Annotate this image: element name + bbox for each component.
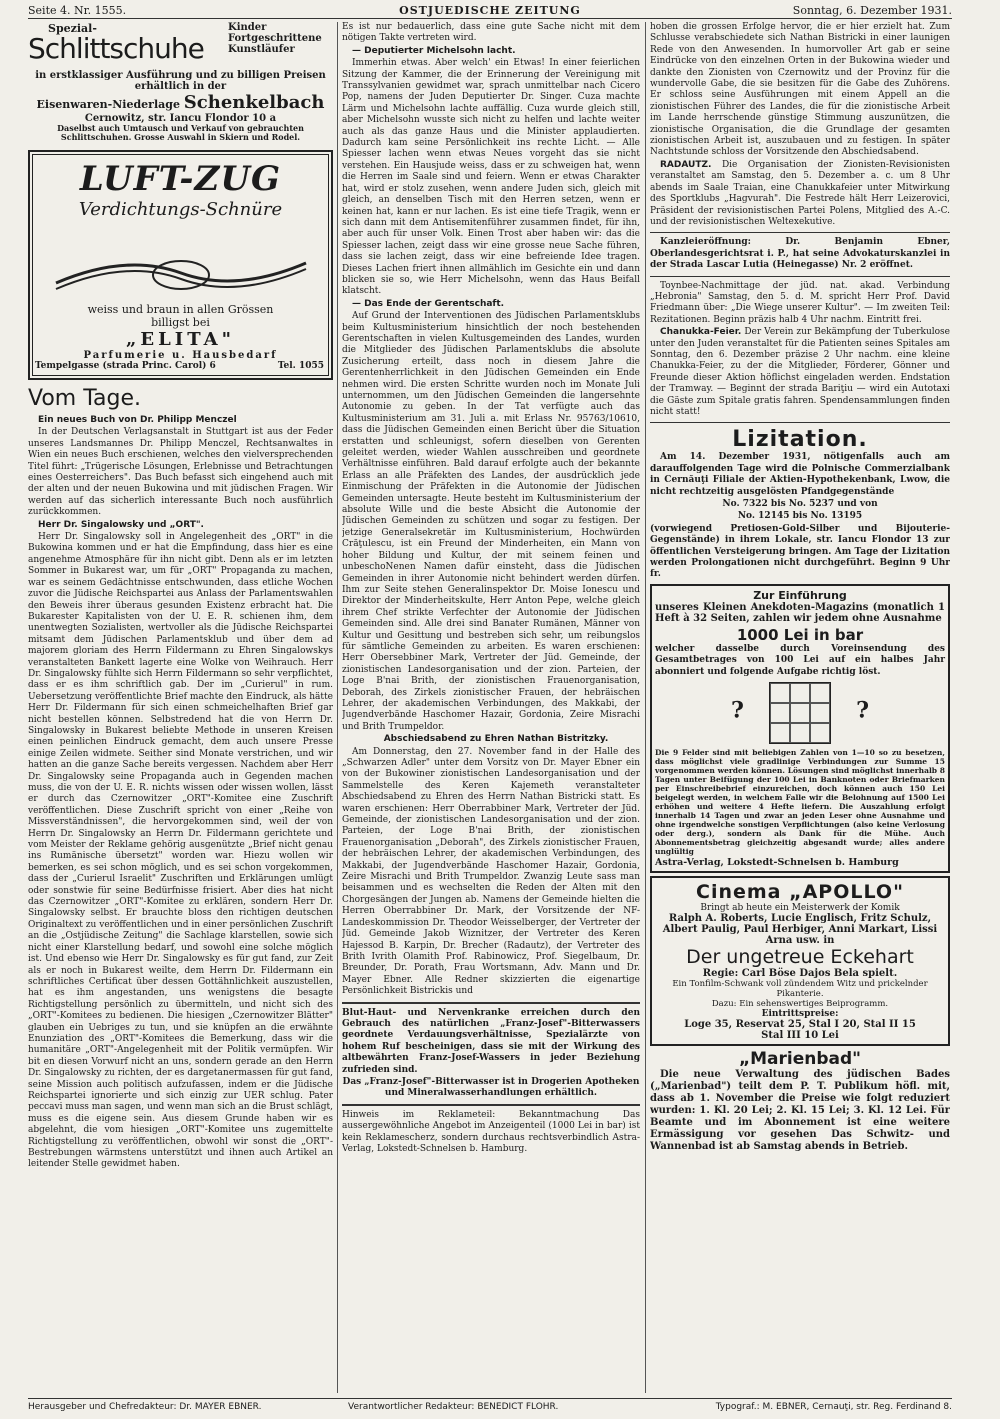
ad-text: No. 12145 bis No. 13195 (737, 511, 863, 522)
article-body: Der Verein zur Bekämpfung der Tuberkulose unter den Juden veranstaltet für die Patienten seines Spitales am Sonntag, den 6. Dezember präzise 2 Uhr nachm. eine kleine Chanukka-Feier, zu der die Mitglieder, Förderer, Gönner und Freunde dieser Aktion höflichst eingeladen werden. Endstation der Tramway. — Beginnt der strada Bariţiu — wird ein Autotaxi die Gäste zum Spitale gratis fahren. Spendensammlungen finden nicht statt! (650, 327, 950, 417)
article-body: Am Donnerstag, den 27. November fand in der Halle des „Schwarzen Adler" unter dem Vorsitz von Dr. Mayer Ebner ein von der Bukowiner zionistischen Landesorganisation und der Sammelstelle des Keren Kajemeth veranstalteter Abschiedsabend zu Ehren des Herrn Nathan Bistricki statt. Es waren erschienen: Herr Oberrabbiner Mark, Vertreter der Jüd. Gemeinde, der zionistischen Landesorganisation und der zion. Parteien, der Loge B'nai Brith, der zionistischen Frauenorganisation „Deborah", des Zirkels zionistischer Frauen, der hebräischen Lehrer, der akademischen Verbindungen, des Makkabi, der Jugendverbände Haschomer Hazair, Gordonia, Zeire Misrachi und Brith Trumpeldor. Zwanzig Leute sass man beisammen und es wechselten die Reden der Alten mit den Chorgesängen der Jungen ab. Namens der Gemeinde hielten die Herren Oberrabbiner Dr. Mark, der Vorsitzende der NF-Landeskommission Dr. Theodor Weisselberger, der Vertreter der Jüd. Gemeinde Jakob Wiznitzer, der Vertreter des Keren Hajessod B. Karpin, Dr. Brecher (Radautz), der Vertreter des Brith Ivrith Olamith Prof. Rabinowicz, Prof. Siegelbaum, Dr. Breunder, Dr. Porath, Frau Wortsmann, Adv. Mann und Dr. Mayer Ebner. Alle Redner skizzierten die eigenartige Persönlichkeit Bistrickis und (342, 746, 640, 997)
ad-line: erhältlich in der (134, 81, 227, 92)
ad-text: Eintrittspreise: (761, 1008, 839, 1019)
ad-text: Die neue Verwaltung des jüdischen Bades („Marienbad") teilt dem P. T. Publikum höfl. mit, dass ab 1. November die Preise wie folgt reduziert wurden: 1. Kl. 20 Lei; 2. Kl. 15 Lei; 3. Kl. 12 Lei. Für Beamte und im Abonnement ist eine weitere Ermässigung vor gesehen Das Schwitz- und Wannenbad ist ab Samstag abends in Betrieb. (650, 1068, 950, 1152)
article-body: Herr Dr. Singalowsky soll in Angelegenheit des „ORT" in die Bukowina kommen und er hat die Empfindung, dass hier es eine angenehme Atmosphäre für ihn nicht gibt. Denn als er im letzten Sommer in Bukarest war, um für „ORT" Propaganda zu machen, war es seinem Gedächtnisse entschwunden, dass etliche Wochen zuvor die Jüdische Reichspartei aus Anlass der Parlamentswahlen den Beweis ihrer überaus gesunden Existenz erbracht hat. Die Bukarester Kapitalisten von der U. E. R. schienen ihm, dem unentwegten Sozialisten, wertvoller als die Jüdische Reichspartei mitsamt dem Jüdischen Parlamentsklub und über dem ad majorem gloriam des Herrn Fildermann zu Ehren Singalowskys veranstalteten Bankett lagerte eine Wolke von Weihrauch. Herr Dr. Singalowsky fühlte sich Herrn Fildermann so sehr verpflichtet, dass er es ihm schriftlich gab. Der im „Curierul" in rum. Uebersetzung veröffentlichte Brief machte den Eindruck, als hätte Herr Dr. Fildermann für sich einen schmeichelhaften Brief gar nicht bestellen können. Selbstredend hat die von Herrn Dr. Singalowsky in Bukarest beliebte Methode in unseren Kreisen einen peinlichen Eindruck gemacht, dem auch unsere Presse einige Zeilen widmete. Seither sind Monate verstrichen, und wir hatten an die ganze Sache bereits vergessen. Nachdem aber Herr Dr. Singalowsky seine Propaganda auch in Gegenden machen muss, die von der U. E. R. nichts wissen oder wissen wollen, lässt er durch das Czernowitzer „ORT"-Komitee eine Zuschrift veröffentlichen. Diese Zuschrift spricht von einer „Reihe von Missverständnissen", die hervorgekommen sind, weil der von Herrn Dr. Singalowsky an Herrn Dr. Fildermann gerichtete und vom Meister der Reklame gehörig ausgenützte „Brief nicht genau ins Rumänische übersetzt" worden war. Hiezu wollen wir bemerken, es sei schon möglich, und es sei schon vorgekommen, dass der „Curierul Israelit" Zuschriften und Erklärungen umlügt oder sonstwie für seine Bedürfnisse frisiert. Aber dies hat nicht das Czernowitzer „ORT"-Komitee zu erklären, sondern Herr Dr. Singalowsky selbst. Er brauchte bloss den richtigen deutschen Originaltext zu veröffentlichen und in einer persönlichen Zuschrift an die „Ostjüdische Zeitung" die Sachlage klarstellen, sowie sich nicht einer Klarstellung bedarf, und sowohl eine solche möglich ist. Und ebenso wie Herr Dr. Singalowsky es für gut fand, zur Zeit als er noch in Bukarest weilte, dem Herrn Dr. Fildermann ein schriftliches Certificat über dessen Gottähnlichkeit auszustellen, hat es ihm angestanden, uns wenigstens die besagte Richtigstellung persönlich zu übermitteln, und nicht sich des „ORT"-Komitees zu bedienen. Die hiesigen „Czernowitzer Blätter" glauben ein Uebriges zu tun, und sie knüpfen an die erwähnte Enunziation des „ORT"-Komitees die Bemerkung, dass wir die humanitäre „ORT"-Angelegenheit mit der Politik vermüpfen. Wir bit en diesen Vorwurf nicht an uns, sondern gerade an den Herrn Dr. Singalowsky zu richten, der es dargetanermassen für gut fand, seine Mission auch politisch aufzufassen, indem er die Jüdische Reichspartei ignorierte und sich einzig zur UER schlug. Pater peccavi muss man sagen, und wenn man sich an die Brust schlägt, muss es die eigene sein. Aus diesem Grunde haben wir es abgelehnt, die vom hiesigen „ORT"-Komitee uns zugemittelte Richtigstellung zu veröffentlichen, obwohl wir sonst die „ORT"-Bestrebungen wärmstens unterstützt und ihnen auch Artikel an leitender Stelle gewidmet haben. (28, 532, 333, 1170)
ad-prize: 1000 Lei in bar (736, 625, 864, 644)
ad-title: Cinema „APOLLO" (696, 880, 904, 903)
ad-text: Am 14. Dezember 1931, nötigenfalls auch am darauffolgenden Tage wird die Polnische Commerzialbank in Cernăuţi Filiale der Aktien-Hypothekenbank, Lwow, die nicht rechtzeitig ausgelösten Pfandgegenstände (650, 452, 950, 497)
ad-title: Schlittschuhe (28, 32, 204, 65)
article-body: Immerhin etwas. Aber welch' ein Etwas! In einer feierlichen Sitzung der Kammer, die der Erinnerung der Vereinigung mit Transsylvanien gewidmet war, sprach unmittelbar nach Cicero Pop, namens der Juden Deputierter Dr. Singer. Cuza machte Lärm und Michelsohn lachte auffällig. Cuza wurde gleich still, aber Michelsohn wusste sich nicht zu helfen und lachte weiter auch als das ganze Haus und die Minister applaudierten. Dadurch kam seine Persönlichkeit ins rechte Licht. — Alle Spiesser lachen wenn etwas Neues vorgeht das sie nicht verstehen. Ein Hausjude weiss, dass er zu schweigen hat, wenn die Herren im Saale sind und feiern. Wenn er etwas Charakter hat, wird er stolz zusehen, wenn andere Juden sich, gleich mit gleich, an denselben Tisch mit den Herren setzen, wenn er keinen hat, kann er nur lachen. Es ist eine tiefe Tragik, wenn er sich dann mit dem Antisemitenführer zusammen findet, für ihn, aber auch für unser Volk. Einen Trost aber haben wir: das die Spiesser lachen, zeigt dass wir eine grosse neue Sache führen, dass sie lachen zeigt, dass wir eine befreiende Idee tragen. Dieses Lachen friert ihnen allmählich im Gesichte ein und dann blicken sie so, wie Herr Michelsohn, wenn das Haus Beifall klatscht. (342, 58, 640, 297)
nine-cell-grid (769, 682, 831, 744)
article-body: Die Organisation der Zionisten-Revisionisten veranstaltet am Samstag, den 5. Dezember a. c. um 8 Uhr abends im Saale Traian, eine Chanukkafeier unter Mitwirkung des Sportklubs „Hagvurah". Die Festrede hält Herr Leizerovici, Präsident der revisionistischen Partei Polens, Mitglied des A.-C. und der revisionistischen Weltexekutive. (650, 159, 950, 227)
ad-prices: Stal III 10 Lei (761, 1029, 839, 1041)
page-footer (28, 1398, 952, 1413)
column-divider (337, 22, 338, 1393)
puzzle-grid (655, 682, 945, 744)
ad-lizitation (650, 427, 950, 580)
ad-text: Dazu: Ein sehenswertiges Beiprogramm. (711, 998, 889, 1009)
ad-address: Cernowitz, str. Iancu Flondor 10 a (84, 113, 277, 124)
ad-brand: „ELITA" (126, 329, 235, 350)
ad-text: Bringt ab heute ein Meisterwerk der Komik (700, 902, 900, 913)
separator (650, 422, 950, 423)
column-right (650, 22, 950, 1393)
separator (650, 232, 950, 233)
article-body: Es ist nur bedauerlich, dass eine gute Sache nicht mit dem nötigen Takte vertreten wird. (342, 22, 640, 44)
rope-illustration (35, 243, 326, 303)
ad-title: Lizitation. (732, 427, 868, 453)
article-headline: Ein neues Buch von Dr. Philipp Menczel (38, 415, 237, 425)
ad-line: weiss und braun in allen Grössen (87, 303, 274, 316)
ad-text: unseres Kleinen Anekdoten-Magazins (monatlich 1 Heft à 32 Seiten, zahlen wir jedem ohne Ausnahme (655, 601, 945, 625)
ad-fineprint: Die 9 Felder sind mit beliebigen Zahlen von 1—10 so zu besetzen, dass möglichst viele gradlinige Verbindungen zur Summe 15 vorgenommen werden können. Lösungen sind möglichst innerhalb 8 Tagen unter Beifügung der 100 Lei in Banknoten oder Briefmarken per Einschreibebrief einzureichen, doch können auch 150 Lei beigelegt werden, in welchem Falle wir die Belohnung auf 1500 Lei erhöhen und weitere 4 Hefte liefern. Die Auszahlung erfolgt innerhalb 14 Tagen und zwar an jeden Leser ohne Ausnahme und ohne irgendwelche sonstigen Verpflichtungen (also keine Verlosung oder derg.), sondern als Dank für die Mühe. Auch Abonnementsbetrag gleichzeitig abgesandt wurde; alles andere unglültig (655, 747, 945, 856)
ad-marienbad (650, 1049, 950, 1153)
ad-note: Daselbst auch Umtausch und Verkauf von gebrauchten Schlittschuhen. Grosse Auswahl in Skiern und Rodel. (57, 123, 304, 142)
ad-line: Parfumerie u. Hausbedarf (83, 350, 278, 361)
ad-text: No. 7322 bis No. 5237 und von (722, 499, 878, 510)
column-divider (645, 22, 646, 1393)
notice-text: Kanzleieröffnung: Dr. Benjamin Ebner, Oberlandesgerichtsrat i. P., hat seine Advokaturskanzlei in der Strada Lascar Lutia (Heinegasse) Nr. 2 eröffnet. (650, 237, 950, 271)
ad-text: Ein Tonfilm-Schwank voll zündendem Witz und prickelnder Pikanterie. (672, 978, 928, 999)
page-number: Seite 4. Nr. 1555. (28, 4, 127, 17)
article-headline: — Deputierter Michelsohn lacht. (352, 45, 516, 56)
column-middle (342, 22, 640, 1393)
question-mark: ? (731, 697, 744, 724)
notice-text: Toynbee-Nachmittage der jüd. nat. akad. Verbindung „Hebronia" Samstag, den 5. d. M. spricht Herr Prof. David Friedmann über: „Die Wiege unserer Kultur". — Im zweiten Teil: Rezitationen. Beginn präzis halb 4 Uhr nachm. Eintritt frei. (650, 280, 950, 325)
article-body: hoben die grossen Erfolge hervor, die er hier erzielt hat. Zum Schlusse verabschiedete sich Nathan Bistricki in einer launigen Rede von den Anwesenden. In humorvoller Art gab er seine Eindrücke von den einzelnen Orten in der Bukowina wieder und dankte den Zionisten von Czernowitz und der Provinz für die wundervolle Gabe, die sie besitzen für die Gabe des Zuhörens. Er schloss seine Ausführungen mit einem Appell an die zionistischen Führer des Landes, die für die zionistische Arbeit im Lande herrschende günstige Stimmung auszunützen, die zionistische Organisation, die die Grundlage der gesamten zionistischen Arbeit ist, auszubauen und zu festigen. In später Nachtstunde schloss der Vorsitzende den Abschiedsabend. (650, 22, 950, 158)
ad-line: Eisenwaren-Niederlage (36, 98, 180, 111)
ad-text: welcher dasselbe durch Voreinsendung des Gesamtbetrages von 100 Lei auf ein halbes Jahr abonniert und folgende Aufgabe richtig löst. (655, 643, 945, 677)
footer-editor: Verantwortlicher Redakteur: BENEDICT FLOHR. (348, 1402, 559, 1412)
article-headline: Abschiedsabend zu Ehren Nathan Bistritzky. (383, 734, 609, 745)
ad-text: Regie: Carl Böse Dajos Bela spielt. (702, 967, 898, 979)
ad-phone: Tel. 1055 (277, 361, 324, 371)
ad-text: (vorwiegend Pretiosen-Gold-Silber und Bijouterie-Gegenstände) in ihrem Lokale, str. Iancu Flondor 13 zur öffentlichen Versteigerung bringen. Am Tage der Lizitation werden Prolongationen nicht durchgeführt. Beginn 9 Uhr fr. (650, 523, 950, 580)
ad-schlittschuhe (28, 22, 333, 142)
issue-date: Sonntag, 6. Dezember 1931. (792, 4, 952, 17)
ad-line: billigst bei (151, 316, 210, 329)
article-headline: Chanukka-Feier. (660, 327, 742, 338)
ad-prices: Loge 35, Reservat 25, Stal I 20, Stal II 15 (684, 1018, 916, 1030)
ad-luft-zug-graphic (35, 159, 326, 243)
separator (342, 1002, 640, 1004)
separator (650, 276, 950, 277)
ad-title: Zur Einführung (753, 588, 847, 602)
ad-franz-josef (342, 1008, 640, 1100)
article-body: Auf Grund der Interventionen des Jüdischen Parlamentsklubs beim Kultusministerium hinsichtlich der noch bestehenden Gerentschaften in vielen Kultusgemeinden des Landes, wurden die Mitglieder des Jüdischen Parlamentsklubs die absolute Zusicherung erteilt, dass noch in diesem Jahre die Gerentenherrlichkeit in den Jüdischen Gemeinden ein Ende nehmen wird. Die ersten Schritte wurden noch im Monate Juli unternommen, um den Jüdischen Gemeinden die langersehnte Autonomie zu geben. In der Tat verfügte auch das Kultusministerium am 31. Juli a. mit Erlass Nr. 95763/10610, dass die Jüdischen Gemeinden einen Bericht über die Situation erstatten und schleunigst, sofern dieselben von Gerenten geleitet werden, wieder Wahlen ausschreiben und geordnete Verhältnisse einführen. Bald darauf erfolgte auch der bekannte Erlass an alle Präfekten des Landes, der ausdrücklich jede Einmischung der Präfekten in die Autonomie der Jüdischen Gemeinden untersagte. Heute besteht im Kultusministerium der absolute Wille und die beste Absicht die Autonomie der Jüdischen Gemeinden zu schützen und sogar zu festigen. Der jetzige Generalsekretär im Kultusministerium, Hochwürden Crăţulescu, ist ein Freund der Minderheiten, ein Mann von hoher Bildung und Kultur, der mit seinem feinen und unbeschoNenen Namen dafür einsteht, dass die Jüdischen Gemeinden in ihrer Autonomie nicht behindert werden dürfen. Ihm zur Seite stehen Generalinspektor Dr. Moise Ionescu und Direktor der Minderheitskulte, Herr Anton Pepe, welche gleich ihrem Chef strikte Verfechter der Autonomie der Jüdischen Gemeinden sind. Alle drei sind Banater Rumänen, Männer von Kultur und Gesittung und bestreben sich sehr, um reibungslos für sämtliche Gemeinden zu arbeiten. Es waren erschienen: Herr Obersebbiner Mark, Vertreter der Jüd. Gemeinde, der zionistischen Landesorganisation und der zion. Parteien, der Loge B'nai Brith, der zionistischen Frauenorganisation, Deborah, des Zirkels zionistischer Frauen, der hebräischen Lehrer, der akademischen Verbindungen, des Makkabi, der Jugendverbände Haschomer Hazair, Gordonia, Zeire Misrachi und Brith Trumpeldor. (342, 311, 640, 732)
article-body: In der Deutschen Verlagsanstalt in Stuttgart ist aus der Feder unseres Landsmannes Dr. Philipp Menczel, Rechtsanwaltes in Wien ein neues Buch erschienen, welches den vielversprechenden Titel führt: „Trügerische Lösungen, Erlebnisse und Betrachtungen eines Oesterreichers". Das Buch befasst sich eingehend auch mit der alten und der neuen Bukowina und mit jüdischen Fragen. Wir werden auf das sicherlich interessante Buch noch ausführlich zurückkommen. (28, 427, 333, 518)
question-mark: ? (856, 697, 869, 724)
ad-cast: Ralph A. Roberts, Lucie Englisch, Fritz Schulz, Albert Paulig, Paul Herbiger, Anni Markart, Lissi Arna usw. in (662, 912, 938, 946)
ad-title: „Marienbad" (738, 1048, 862, 1069)
ad-luft-zug (28, 150, 333, 380)
column-left (28, 22, 333, 1393)
ad-luft-zug-title: LUFT-ZUG (79, 159, 282, 199)
article-headline: Herr Dr. Singalowsky und „ORT". (38, 519, 204, 530)
article-headline: RADAUTZ. (660, 159, 712, 170)
ad-address: Tempelgasse (strada Princ. Carol) 6 (35, 361, 216, 371)
ad-shop-name: Schenkelbach (183, 92, 325, 113)
separator (342, 1104, 640, 1106)
ad-luft-zug-subtitle: Verdichtungs-Schnüre (78, 199, 283, 220)
ad-cinema-apollo (650, 876, 950, 1046)
ad-text: Das „Franz-Josef"-Bitterwasser ist in Drogerien Apotheken und Mineralwasserhandlungen erhältlich. (342, 1076, 640, 1099)
ad-film-title: Der ungetreue Eckehart (686, 945, 914, 968)
ad-astra-verlag (650, 584, 950, 873)
footer-publisher: Herausgeber und Chefredakteur: Dr. MAYER EBNER. (28, 1402, 262, 1412)
notice-text: Hinweis im Reklameteil: Bekanntmachung Das aussergewöhnliche Angebot im Anzeigenteil (1000 Lei in bar) ist kein Reklamescherz, sondern durchaus rechtsverbindlich Astra-Verlag, Lokstedt-Schnelsen b. Hamburg. (342, 1109, 640, 1154)
ad-line: in erstklassiger Ausführung und zu billigen Preisen (35, 70, 326, 81)
ad-text: Blut-Haut- und Nervenkranke erreichen durch den Gebrauch des natürlichen „Franz-Josef"-Bitterwassers geordnete Verdauungsverhältnisse, Spezialärzte von hohem Ruf bescheinigen, dass sie mit der Wirkung des altbewährten Franz-Josef-Wassers in jeder Beziehung zufrieden sind. (342, 1007, 640, 1075)
page-header (28, 4, 952, 19)
ad-signature: Astra-Verlag, Lokstedt-Schnelsen b. Hamburg (655, 856, 899, 868)
newspaper-title: OSTJUEDISCHE ZEITUNG (399, 4, 581, 17)
ad-kinds: Kinder Fortgeschrittene Kunstläufer (228, 22, 322, 55)
section-heading: Vom Tage. (28, 386, 141, 411)
ad-spezial: Spezial- (48, 22, 97, 35)
article-headline: — Das Ende der Gerentschaft. (352, 298, 505, 309)
footer-printer: Typograf.: M. EBNER, Cernauţi, str. Reg. Ferdinand 8. (715, 1402, 952, 1412)
